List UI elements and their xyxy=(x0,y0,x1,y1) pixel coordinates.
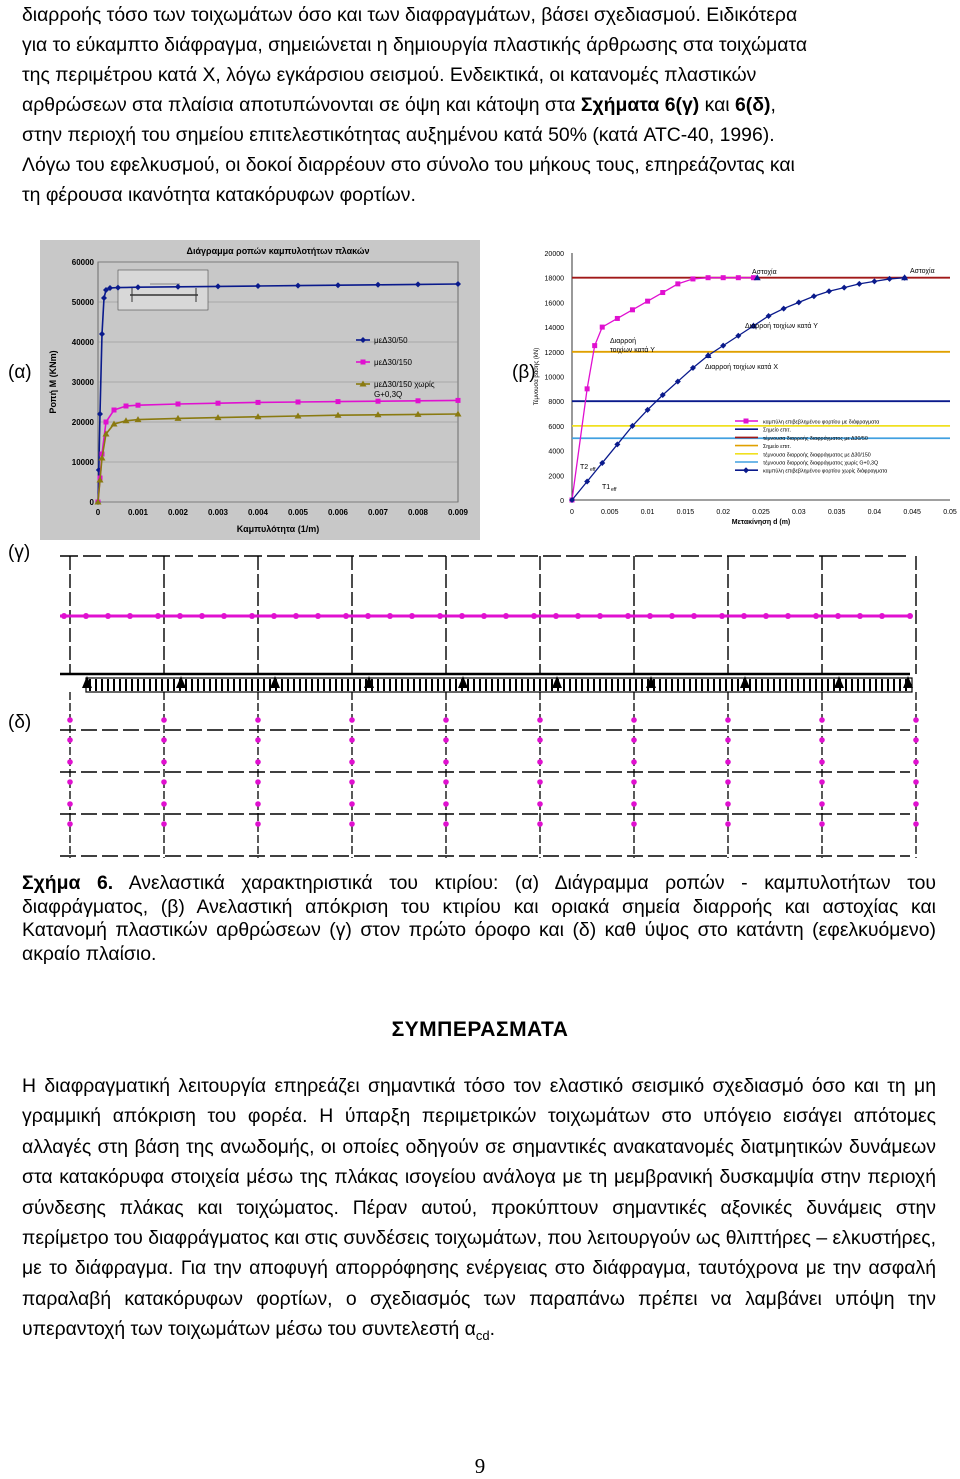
figure-reference: 6(δ) xyxy=(734,94,771,116)
plastic-hinge xyxy=(255,759,261,765)
plastic-hinges-plan-diagram xyxy=(60,548,920,676)
panel-label-a: (α) xyxy=(8,362,32,383)
data-point xyxy=(124,404,129,409)
plastic-hinge xyxy=(537,737,543,743)
annotation: τοιχίων κατά Υ xyxy=(610,347,655,354)
x-tick-label: 0.001 xyxy=(127,508,149,517)
x-tick-label: 0.002 xyxy=(167,508,189,517)
plastic-hinge xyxy=(647,613,653,619)
annotation: Διαρροή τοιχίων κατά Χ xyxy=(705,364,779,371)
chart-title: Διάγραμμα ροπών καμπυλοτήτων πλακών xyxy=(186,246,370,256)
plastic-hinge xyxy=(255,801,261,807)
x-tick-label: 0.015 xyxy=(676,509,695,516)
annotation: eff xyxy=(590,467,596,473)
plastic-hinge xyxy=(61,613,67,619)
plastic-hinge xyxy=(315,613,321,619)
plastic-hinge xyxy=(67,717,73,723)
x-tick-label: 0.025 xyxy=(752,509,770,516)
annotation: eff xyxy=(611,487,617,493)
y-tick-label: 14000 xyxy=(544,325,564,333)
subscript: cd xyxy=(475,1328,490,1344)
legend-label: τέμνουσα διαρροής διαφράγματος με Δ30/150 xyxy=(763,452,871,459)
plastic-hinge xyxy=(879,613,885,619)
data-point xyxy=(600,325,605,330)
data-point xyxy=(216,401,221,406)
y-tick-label: 0 xyxy=(89,498,94,507)
plastic-hinge xyxy=(349,779,355,785)
intro-paragraph xyxy=(22,0,936,210)
plastic-hinge xyxy=(67,801,73,807)
y-axis-label: Τέμνουσα βάσης (kN) xyxy=(534,347,540,406)
plastic-hinge xyxy=(349,759,355,765)
y-tick-label: 18000 xyxy=(544,275,564,283)
data-point xyxy=(176,402,181,407)
plastic-hinge xyxy=(785,613,791,619)
plastic-hinge xyxy=(597,613,603,619)
plastic-hinge xyxy=(813,613,819,619)
data-point xyxy=(104,420,109,425)
plastic-hinge xyxy=(443,759,449,765)
x-tick-label: 0 xyxy=(95,508,101,517)
plastic-hinge xyxy=(443,737,449,743)
x-tick-label: 0.04 xyxy=(867,509,882,516)
legend-label: μεΔ30/50 xyxy=(374,336,408,345)
pushover-curve-chart xyxy=(530,245,960,530)
plastic-hinge xyxy=(161,779,167,785)
plastic-hinge xyxy=(349,737,355,743)
data-point xyxy=(456,398,461,403)
figure-reference: Σχήματα 6(γ) xyxy=(580,94,700,116)
panel-label-c: (γ) xyxy=(8,542,31,563)
data-point xyxy=(336,399,341,404)
plastic-hinge xyxy=(631,779,637,785)
annotation: T2 xyxy=(580,464,589,471)
y-tick-label: 40000 xyxy=(71,338,94,347)
data-point xyxy=(811,293,817,299)
caption-text: Ανελαστικά χαρακτηριστικά του κτιρίου: (α) Διάγραμμα ροπών - καμπυλοτήτων του διαφράγματος, (β) Ανελαστική απόκριση του κτιρίου και οριακά σημεία διαρροής και αστοχίας και Κατανομή πλαστικών αρθρώσεων (γ) στον πρώτο όροφο και (δ) καθ ύψος στο κατάντη (εφελκυόμενο) ακραίο πλαίσιο. xyxy=(22,872,936,965)
data-point xyxy=(615,316,620,321)
page-number: 9 xyxy=(474,1454,486,1478)
x-tick-label: 0.007 xyxy=(367,508,389,517)
plastic-hinge xyxy=(725,759,731,765)
data-point xyxy=(645,299,650,304)
data-point xyxy=(296,400,301,405)
legend-label: G+0,3Q xyxy=(374,390,403,399)
plastic-hinge xyxy=(67,821,73,827)
plastic-hinge xyxy=(819,801,825,807)
plastic-hinge xyxy=(387,613,393,619)
plastic-hinge xyxy=(725,779,731,785)
plastic-hinge xyxy=(349,717,355,723)
data-point xyxy=(416,398,421,403)
intro-line: στην περιοχή του σημείου επιτελεστικότητας αυξημένου κατά 50% (κατά ATC-40, 1996). xyxy=(22,124,775,146)
plastic-hinge xyxy=(763,613,769,619)
legend-marker xyxy=(744,419,749,424)
plastic-hinge xyxy=(443,779,449,785)
intro-line: της περιμέτρου κατά Χ, λόγω εγκάρσιου σεισμού. Ενδεικτικά, οι κατανομές πλαστικών xyxy=(22,64,757,86)
plastic-hinge xyxy=(575,613,581,619)
data-point xyxy=(376,399,381,404)
y-tick-label: 2000 xyxy=(548,473,564,481)
x-tick-label: 0.008 xyxy=(407,508,429,517)
data-point xyxy=(592,343,597,348)
annotation: Διαρροή xyxy=(610,338,637,345)
intro-line: αρθρώσεων στα πλαίσια αποτυπώνονται σε όψη και κάτοψη στα Σχήματα 6(γ) και 6(δ), xyxy=(22,94,776,116)
intro-line: διαρροής τόσο των τοιχωμάτων όσο και των διαφραγμάτων, βάσει σχεδιασμού. Ειδικότερα xyxy=(22,4,798,26)
plastic-hinge xyxy=(669,613,675,619)
data-point xyxy=(706,275,711,280)
y-tick-label: 20000 xyxy=(71,418,94,427)
data-point xyxy=(256,400,261,405)
data-point xyxy=(826,288,832,294)
caption-label: Σχήμα 6. xyxy=(22,872,114,894)
plastic-hinge xyxy=(819,821,825,827)
x-tick-label: 0.005 xyxy=(601,509,619,516)
data-point xyxy=(136,403,141,408)
annotation: Αστοχία xyxy=(752,269,777,276)
plastic-hinge xyxy=(741,613,747,619)
intro-line: για το εύκαμπτο διάφραγμα, σημειώνεται η δημιουργία πλαστικής άρθρωσης στα τοιχώματα xyxy=(22,34,808,56)
plastic-hinge xyxy=(255,737,261,743)
plastic-hinge xyxy=(531,613,537,619)
plastic-hinge xyxy=(67,737,73,743)
legend-label: Σημείο επιτ. xyxy=(763,427,791,434)
plastic-hinge xyxy=(725,801,731,807)
legend-label: καμπύλη επιβεβλημένου φορτίου χωρίς διάφραγματα xyxy=(763,468,888,475)
plastic-hinge xyxy=(437,613,443,619)
plastic-hinge xyxy=(199,613,205,619)
y-tick-label: 10000 xyxy=(71,458,94,467)
plastic-hinge xyxy=(409,613,415,619)
section-sketch xyxy=(118,270,208,310)
y-tick-label: 8000 xyxy=(548,399,564,407)
plastic-hinge xyxy=(913,779,919,785)
x-tick-label: 0.004 xyxy=(247,508,269,517)
data-point xyxy=(690,276,695,281)
plastic-hinge xyxy=(913,737,919,743)
x-tick-label: 0.01 xyxy=(640,509,655,516)
x-tick-label: 0.005 xyxy=(287,508,309,517)
y-tick-label: 16000 xyxy=(544,300,564,308)
data-point xyxy=(630,307,635,312)
plastic-hinge xyxy=(83,613,89,619)
plastic-hinge xyxy=(343,613,349,619)
data-point xyxy=(660,290,665,295)
plastic-hinge xyxy=(553,613,559,619)
plastic-hinge xyxy=(271,613,277,619)
data-point xyxy=(112,408,117,413)
x-axis-label: Μετακίνηση d (m) xyxy=(731,519,791,526)
plastic-hinge xyxy=(177,613,183,619)
x-tick-label: 0 xyxy=(570,509,574,516)
plastic-hinge xyxy=(725,717,731,723)
plastic-hinge xyxy=(625,613,631,619)
plastic-hinge xyxy=(255,821,261,827)
plastic-hinge xyxy=(913,759,919,765)
legend-label: καμπύλη επιβεβλημένου φορτίου με διάφραγματα xyxy=(763,419,880,426)
y-tick-label: 0 xyxy=(560,498,564,505)
plastic-hinge xyxy=(913,821,919,827)
x-axis-label: Καμπυλότητα (1/m) xyxy=(236,524,320,534)
plastic-hinge xyxy=(913,801,919,807)
panel-label-d: (δ) xyxy=(8,712,32,733)
x-tick-label: 0.02 xyxy=(716,509,731,516)
plastic-hinge xyxy=(913,717,919,723)
plastic-hinge xyxy=(443,801,449,807)
plastic-hinge xyxy=(443,717,449,723)
plastic-hinge xyxy=(161,801,167,807)
plastic-hinge xyxy=(835,613,841,619)
plastic-hinge xyxy=(631,801,637,807)
intro-line: τη φέρουσα ικανότητα κατακόρυφων φορτίων. xyxy=(22,184,416,206)
x-tick-label: 0.006 xyxy=(327,508,349,517)
y-tick-label: 50000 xyxy=(71,298,94,307)
plastic-hinge xyxy=(691,613,697,619)
x-tick-label: 0.009 xyxy=(447,508,469,517)
legend-label: μεΔ30/150 χωρίς xyxy=(374,380,435,389)
plastic-hinge xyxy=(443,821,449,827)
annotation: Αστοχία xyxy=(910,268,935,275)
data-point xyxy=(871,278,877,284)
x-tick-label: 0.045 xyxy=(903,509,921,516)
plastic-hinge xyxy=(365,613,371,619)
plastic-hinge xyxy=(161,759,167,765)
y-tick-label: 30000 xyxy=(71,378,94,387)
section-heading: ΣΥΜΠΕΡΑΣΜΑΤΑ xyxy=(391,1018,569,1041)
data-point xyxy=(585,386,590,391)
plastic-hinge xyxy=(459,613,465,619)
plastic-hinge xyxy=(161,717,167,723)
legend-marker xyxy=(361,360,366,365)
plastic-hinge xyxy=(857,613,863,619)
plastic-hinge xyxy=(537,779,543,785)
legend-label: Σημείο επιτ. xyxy=(763,444,791,451)
plastic-hinge xyxy=(819,779,825,785)
legend-marker xyxy=(743,467,749,473)
intro-line: Λόγω του εφελκυσμού, οι δοκοί διαρρέουν στο σύνολο του μήκους τους, επηρεάζοντας και xyxy=(22,154,795,176)
plastic-hinge xyxy=(293,613,299,619)
plastic-hinge xyxy=(105,613,111,619)
y-tick-label: 10000 xyxy=(544,374,564,382)
plastic-hinge xyxy=(537,801,543,807)
conclusions-paragraph: Η διαφραγματική λειτουργία επηρεάζει σημαντικά τόσο τον ελαστικό σεισμικό σχεδιασμό όσο και τη μη γραμμική απόκριση του φορέα. Η ύπαρξη περιμετρικών τοιχωμάτων στο υπόγειο εισάγει απότομες αλλαγές στη βάση της ανωδομής, οι οποίες οδηγούν σε σημαντικές ανακατανομές διατμητικών δυνάμεων στα κατακόρυφα στοιχεία μέσω της πλάκας ισογείου ανάλογα με τη μεμβρανική δυσκαμψία στην περιοχή σύνδεσης πλάκας και τοιχώματος. Πέραν αυτού, προκύπτουν σημαντικές αξονικές δυνάμεις στην περίμετρο του διαφράγματος και στις συνδέσεις τοιχωμάτων, που λειτουργούν ως θλιπτήρες – ελκυστήρες, με το διάφραγμα. Για την αποφυγή απορρόφησης ενέργειας στο διάφραγμα, ταυτόχρονα με την ασφαλή παραλαβή κατακόρυφων φορτίων, ο σχεδιασμός των παραπάνω πρέπει να λαμβάνει υπόψη την υπεραντοχή των τοιχωμάτων μέσω του συντελεστή $\alpha_{cd}$. xyxy=(22,1075,936,1344)
plastic-hinge xyxy=(161,737,167,743)
plastic-hinge xyxy=(481,613,487,619)
plastic-hinge xyxy=(349,801,355,807)
annotation: T1 xyxy=(602,484,611,491)
plastic-hinge xyxy=(631,821,637,827)
data-point xyxy=(736,275,741,280)
x-tick-label: 0.05 xyxy=(943,509,957,516)
plastic-hinge xyxy=(719,613,725,619)
y-tick-label: 60000 xyxy=(71,258,94,267)
data-point xyxy=(721,275,726,280)
legend-label: τέμνουσα διαρροής διαφράγματος με Δ30/50 xyxy=(763,435,868,442)
plastic-hinge xyxy=(631,717,637,723)
y-tick-label: 12000 xyxy=(544,349,564,357)
plastic-hinge xyxy=(503,613,509,619)
legend-label: μεΔ30/150 xyxy=(374,358,412,367)
plastic-hinge xyxy=(907,613,913,619)
plastic-hinge xyxy=(819,759,825,765)
data-point xyxy=(781,306,787,312)
annotation: Διαρροή τοιχίων κατά Υ xyxy=(745,323,818,330)
data-point xyxy=(856,281,862,287)
plastic-hinge xyxy=(537,717,543,723)
x-tick-label: 0.003 xyxy=(207,508,229,517)
plastic-hinge xyxy=(127,613,133,619)
plastic-hinge xyxy=(249,613,255,619)
plastic-hinge xyxy=(67,779,73,785)
plastic-hinge xyxy=(155,613,161,619)
moment-curvature-chart xyxy=(40,240,480,540)
y-tick-label: 6000 xyxy=(548,423,564,431)
y-tick-label: 20000 xyxy=(544,251,564,258)
figure-caption xyxy=(22,872,936,966)
legend-label: τέμνουσα διαρροής διαφράγματος χωρίς G+0,3Q xyxy=(763,460,879,467)
plastic-hinge xyxy=(631,737,637,743)
data-point xyxy=(796,299,802,305)
plastic-hinge xyxy=(161,821,167,827)
plastic-hinge xyxy=(537,821,543,827)
plastic-hinge xyxy=(631,759,637,765)
plastic-hinge xyxy=(221,613,227,619)
data-point xyxy=(841,285,847,291)
x-tick-label: 0.035 xyxy=(827,509,846,516)
plastic-hinge xyxy=(819,717,825,723)
panel-label-b: (β) xyxy=(512,362,536,383)
x-tick-label: 0.03 xyxy=(791,509,806,516)
plastic-hinges-elevation-diagram xyxy=(60,676,920,866)
plastic-hinge xyxy=(349,821,355,827)
series-line xyxy=(572,278,905,500)
data-point xyxy=(675,281,680,286)
plastic-hinge xyxy=(537,759,543,765)
y-tick-label: 4000 xyxy=(548,448,564,456)
plastic-hinge xyxy=(255,779,261,785)
plastic-hinge xyxy=(67,759,73,765)
plastic-hinge xyxy=(819,737,825,743)
plastic-hinge xyxy=(725,737,731,743)
plastic-hinge xyxy=(725,821,731,827)
y-axis-label: Ροπή Μ (KNm) xyxy=(48,350,58,414)
plastic-hinge xyxy=(255,717,261,723)
